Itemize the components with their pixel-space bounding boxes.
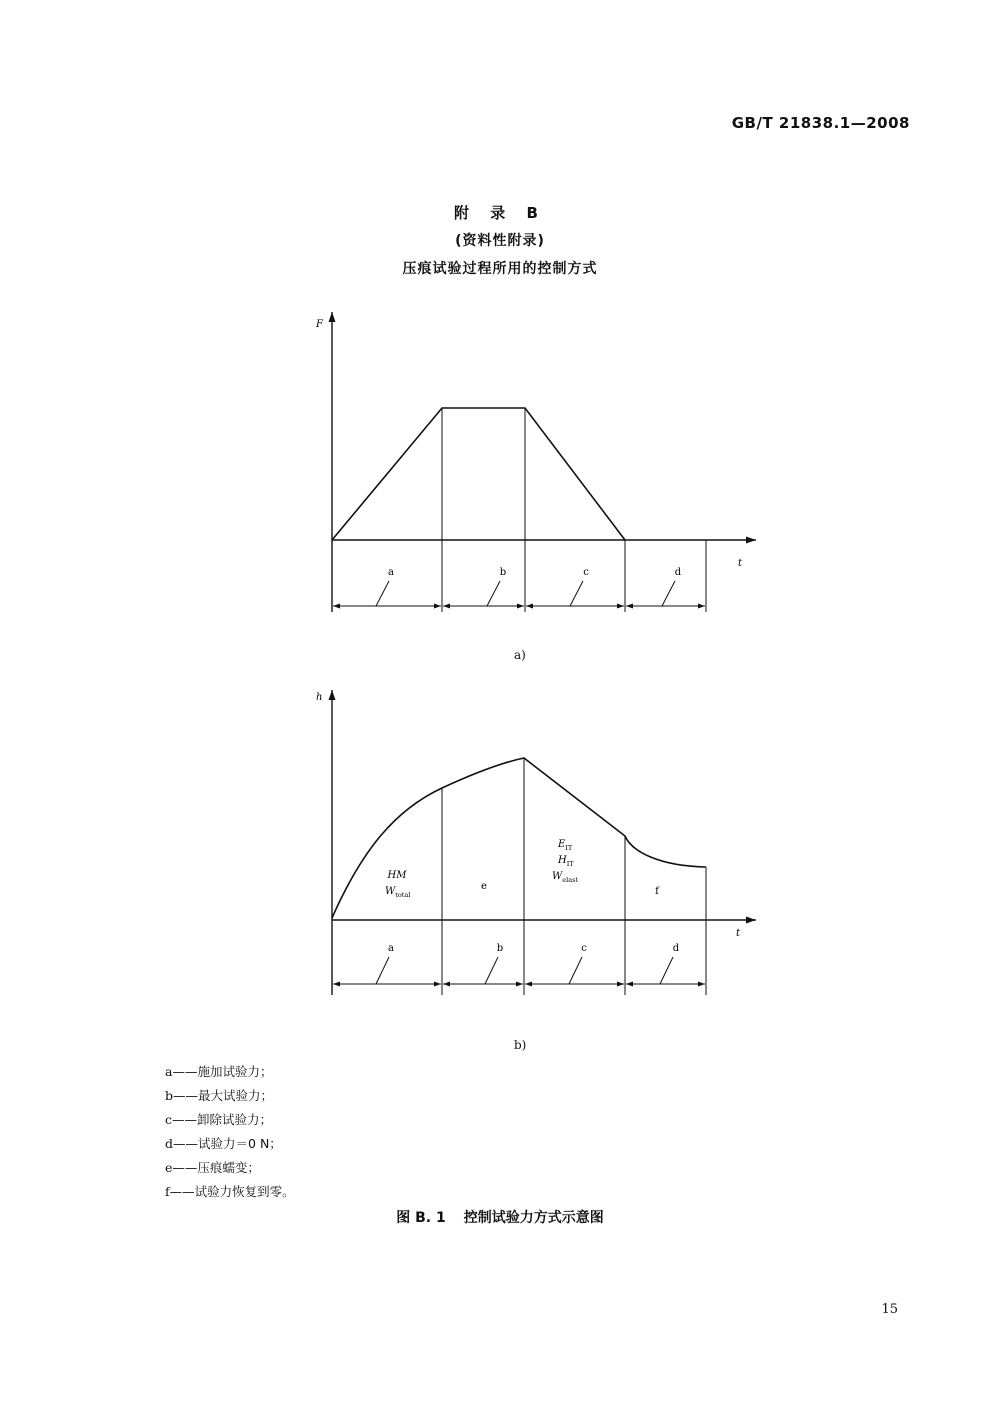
- diagram-a-leader: [487, 581, 500, 606]
- diagram-b-welast-main: W: [552, 871, 563, 882]
- diagram-b-hit-sub: IT: [566, 860, 574, 868]
- diagram-b-f-label: f: [655, 886, 659, 897]
- legend-text: 最大试验力；: [198, 1088, 274, 1103]
- diagram-a-segment-label: b: [499, 567, 507, 578]
- diagram-a-caption: a): [514, 648, 526, 662]
- diagram-a-leader: [662, 581, 675, 606]
- legend-text: 试验力恢复到零。: [194, 1184, 295, 1199]
- legend-key: b: [165, 1088, 174, 1103]
- diagram-a: [315, 312, 756, 612]
- legend-text: 试验力＝0 N；: [198, 1136, 282, 1151]
- diagram-b-leader: [569, 957, 582, 984]
- legend-key: f: [165, 1184, 170, 1199]
- legend-key: a: [165, 1064, 173, 1079]
- figure-number: 图 B. 1: [396, 1210, 446, 1226]
- legend-dash: ——: [172, 1064, 198, 1079]
- legend-text: 压痕蠕变；: [197, 1160, 260, 1175]
- diagram-b-welast-sub: elast: [562, 876, 579, 884]
- annex-title: 附 录 B: [454, 204, 546, 222]
- legend-dash: ——: [172, 1112, 198, 1127]
- legend-text: 施加试验力；: [197, 1064, 273, 1079]
- diagram-b-eit-sub: IT: [565, 844, 573, 852]
- diagram-b-leader: [376, 957, 389, 984]
- legend-item: [165, 1180, 295, 1204]
- legend-item: [165, 1084, 295, 1108]
- diagram-b: [316, 690, 756, 995]
- legend-dash: ——: [173, 1088, 199, 1103]
- legend: [165, 1060, 295, 1204]
- legend-item: [165, 1132, 295, 1156]
- annex-type: (资料性附录): [455, 233, 545, 249]
- legend-key: c: [165, 1112, 173, 1127]
- legend-key: e: [165, 1160, 173, 1175]
- diagram-a-segment-label: a: [388, 567, 394, 578]
- diagram-b-eit-main: E: [558, 839, 566, 850]
- diagram-b-hit-label: [557, 855, 574, 868]
- diagram-b-y-label: h: [316, 692, 323, 703]
- diagram-b-leader: [660, 957, 673, 984]
- diagram-a-leader: [376, 581, 389, 606]
- diagram-b-hm-label: HM: [387, 870, 407, 881]
- diagram-b-segment-label: c: [581, 943, 587, 954]
- legend-text: 卸除试验力；: [197, 1112, 273, 1127]
- figure-title: 控制试验力方式示意图: [463, 1210, 604, 1226]
- legend-dash: ——: [173, 1136, 199, 1151]
- diagram-b-welast-label: [552, 871, 578, 884]
- diagram-a-y-label: F: [316, 319, 323, 330]
- diagram-b-hit-main: H: [558, 855, 567, 866]
- diagram-b-caption: b): [514, 1038, 527, 1052]
- legend-item: [165, 1060, 295, 1084]
- legend-item: [165, 1156, 295, 1180]
- annex-name: 压痕试验过程所用的控制方式: [402, 261, 598, 277]
- figure-caption: [0, 1207, 1000, 1227]
- diagram-b-wtotal-main: W: [385, 886, 396, 897]
- diagram-b-x-label: t: [736, 928, 741, 939]
- diagram-a-leader: [570, 581, 583, 606]
- diagram-a-segment-label: d: [674, 567, 682, 578]
- diagram-b-segment-label: b: [496, 943, 504, 954]
- diagram-b-wtotal-label: [385, 886, 410, 899]
- page-number: 15: [881, 1302, 898, 1317]
- diagram-b-leader: [485, 957, 498, 984]
- legend-key: d: [165, 1136, 174, 1151]
- diagram-b-segment-label: a: [388, 943, 394, 954]
- legend-item: [165, 1108, 295, 1132]
- diagram-a-x-label: t: [738, 558, 743, 569]
- diagram-a-segment-label: c: [583, 567, 589, 578]
- standard-number: GB/T 21838.1—2008: [731, 114, 910, 132]
- diagram-b-e-label: e: [481, 881, 487, 892]
- diagram-b-wtotal-sub: total: [395, 891, 411, 899]
- legend-dash: ——: [172, 1160, 198, 1175]
- diagram-b-segment-label: d: [672, 943, 680, 954]
- legend-dash: ——: [169, 1184, 195, 1199]
- diagram-b-eit-label: [557, 839, 573, 852]
- diagram-a-force-curve: [332, 408, 625, 540]
